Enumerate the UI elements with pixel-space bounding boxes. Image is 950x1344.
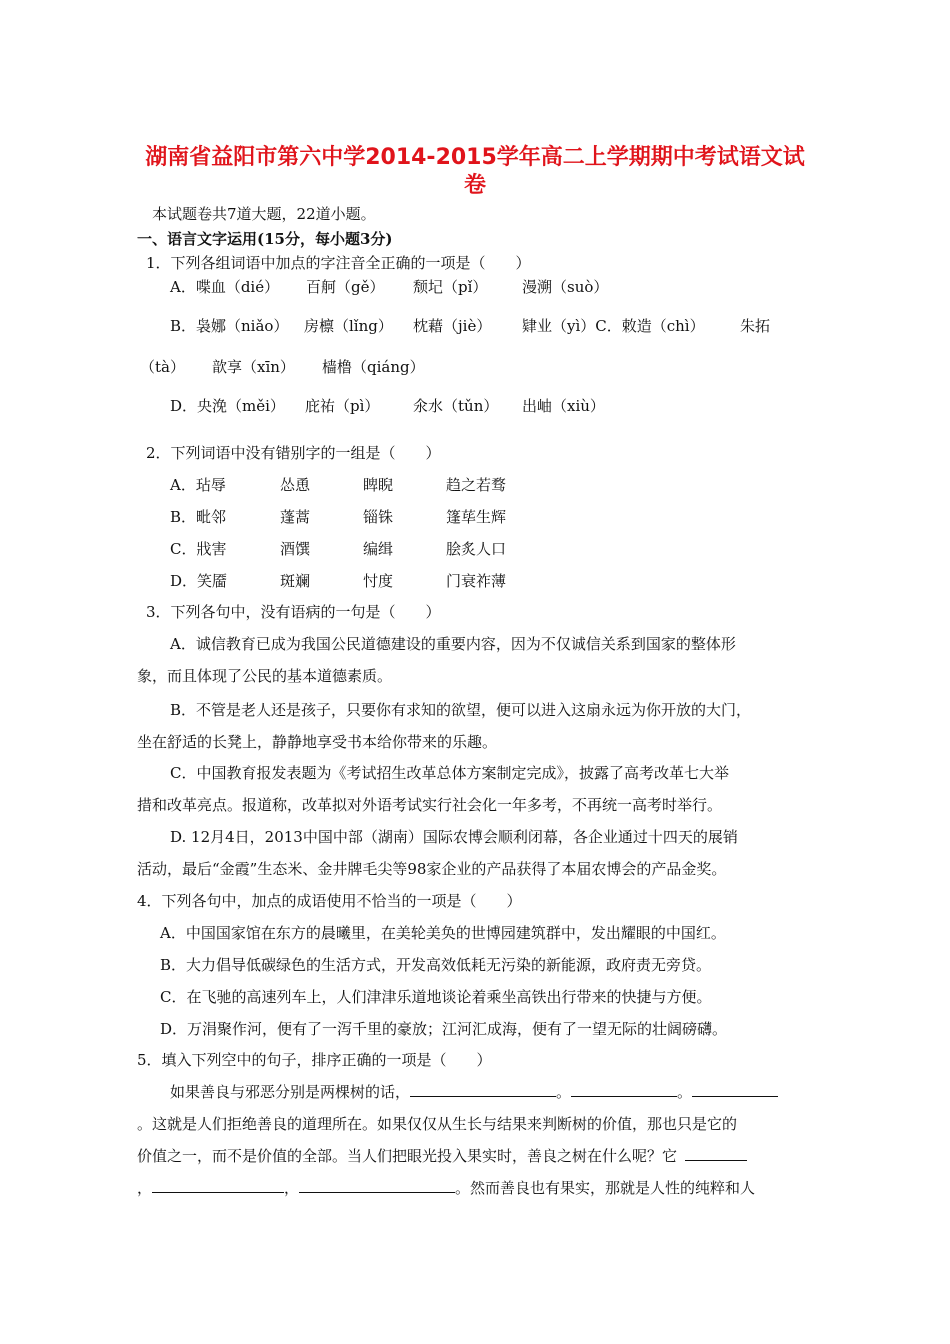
q5-passage-line3: 价值之一，而不是价值的全部。当人们把眼光投入果实时，善良之树在什么呢？它: [137, 1145, 747, 1166]
document-page: 湖南省益阳市第六中学2014-2015学年高二上学期期中考试语文试 卷 本试题卷共7道大题，22道小题。 一、语言文字运用(15分，每小题3分) 1．下列各组词语中加点的字注音全正确的一项是（ ） A．喋血（dié） 百舸（gě） 颓圮（pǐ） 漫溯（suò） B．袅娜（niǎo） 房檩（lǐng） 枕藉（jiè） 肄业（yì）C．敕造（chì） 朱拓 （tà） 歆享（xīn） 樯橹（qiáng） D．央浼（měi） 庇祐（pì） 氽水（tǔn） 出岫（xiù） 2．下列词语中没有错别字的一组是（ ） A．玷辱 怂恿 睥睨 趋之若骛 B．毗邻 蓬蒿 锱铢 篷荜生辉 C．戕害 酒馔 编缉 脍炙人口 D．笑靥 斑斓 忖度 门衰祚薄 3．下列各句中，没有语病的一句是（ ） A．诚信教育已成为我国公民道德建设的重要内容，因为不仅诚信关系到国家的整体形 象，而且体现了公民的基本道德素质。 B．不管是老人还是孩子，只要你有求知的欲望，便可以进入这扇永远为你开放的大门， 坐在舒适的长凳上，静静地享受书本给你带来的乐趣。 C．中国教育报发表题为《考试招生改革总体方案制定完成》，披露了高考改革七大举 措和改革亮点。报道称，改革拟对外语考试实行社会化一年多考，不再统一高考时举行。 D. 12月4日，2013中国中部（湖南）国际农博会顺利闭幕，各企业通过十四天的展销 活动，最后“金霞”生态米、金井牌毛尖等98家企业的产品获得了本届农博会的产品金奖。 4．下列各句中，加点的成语使用不恰当的一项是（ ） A．中国国家馆在东方的晨曦里，在美轮美奂的世博园建筑群中，发出耀眼的中国红。 B．大力倡导低碳绿色的生活方式，开发高效低耗无污染的新能源，政府责无旁贷。 C．在飞驰的高速列车上，人们津津乐道地谈论着乘坐高铁出行带来的快捷与方便。 D．万涓聚作河，便有了一泻千里的豪放；江河汇成海，便有了一望无际的壮阔磅礴。 5．填入下列空中的句子，排序正确的一项是（ ） 如果善良与邪恶分别是两棵树的话， 。 。 。这就是人们拒绝善良的道理所在。如果仅仅从生长与结果来判断树的价值，那也只是它的 价值之一，而不是价值的全部。当人们把眼光投入果实时，善良之树在什么呢？它 ， ， 。然而善良也有果实，那就是人性的纯粹和人: [0, 0, 950, 1344]
q3-option-b: B．不管是老人还是孩子，只要你有求知的欲望，便可以进入这扇永远为你开放的大门，: [170, 701, 752, 719]
answer-blank-1[interactable]: [410, 1082, 556, 1097]
q3-stem: 3．下列各句中，没有语病的一句是（ ）: [146, 603, 441, 621]
q3-option-c: C．中国教育报发表题为《考试招生改革总体方案制定完成》，披露了高考改革七大举: [170, 764, 729, 782]
q4-option-a: A．中国国家馆在东方的晨曦里，在美轮美奂的世博园建筑群中，发出耀眼的中国红。: [160, 924, 726, 942]
q3-option-c-cont: 措和改革亮点。报道称，改革拟对外语考试实行社会化一年多考，不再统一高考时举行。: [137, 796, 723, 814]
q2-stem: 2．下列词语中没有错别字的一组是（ ）: [146, 444, 441, 462]
q4-option-b: B．大力倡导低碳绿色的生活方式，开发高效低耗无污染的新能源，政府责无旁贷。: [160, 956, 712, 974]
intro-text: 本试题卷共7道大题，22道小题。: [152, 205, 376, 223]
q5-passage-line1: 如果善良与邪恶分别是两棵树的话， 。 。: [170, 1081, 778, 1102]
q5-stem: 5．填入下列空中的句子，排序正确的一项是（ ）: [137, 1051, 492, 1069]
q3-option-d-cont: 活动，最后“金霞”生态米、金井牌毛尖等98家企业的产品获得了本届农博会的产品金奖。: [137, 860, 727, 878]
answer-blank-3[interactable]: [692, 1082, 778, 1097]
q3-option-a: A．诚信教育已成为我国公民道德建设的重要内容，因为不仅诚信关系到国家的整体形: [170, 635, 736, 653]
answer-blank-5[interactable]: [152, 1178, 284, 1193]
document-title-line1: 湖南省益阳市第六中学2014-2015学年高二上学期期中考试语文试: [145, 145, 805, 170]
q1-stem: 1．下列各组词语中加点的字注音全正确的一项是（ ）: [146, 254, 531, 272]
document-title-line2: 卷: [463, 173, 486, 198]
q3-option-d: D. 12月4日，2013中国中部（湖南）国际农博会顺利闭幕，各企业通过十四天的展销: [170, 828, 738, 846]
q4-option-c: C．在飞驰的高速列车上，人们津津乐道地谈论着乘坐高铁出行带来的快捷与方便。: [160, 988, 712, 1006]
q3-option-a-cont: 象，而且体现了公民的基本道德素质。: [137, 667, 393, 685]
q5-passage-line4: ， ， 。然而善良也有果实，那就是人性的纯粹和人: [137, 1179, 756, 1197]
answer-blank-4[interactable]: [685, 1146, 747, 1161]
answer-blank-2[interactable]: [571, 1082, 677, 1097]
q3-option-b-cont: 坐在舒适的长凳上，静静地享受书本给你带来的乐趣。: [137, 733, 498, 751]
q4-option-d: D．万涓聚作河，便有了一泻千里的豪放；江河汇成海，便有了一望无际的壮阔磅礴。: [160, 1020, 728, 1038]
answer-blank-6[interactable]: [299, 1178, 455, 1193]
q5-passage-line2: 。这就是人们拒绝善良的道理所在。如果仅仅从生长与结果来判断树的价值，那也只是它的: [137, 1115, 738, 1133]
section-heading: 一、语言文字运用(15分，每小题3分): [137, 230, 393, 248]
q4-stem: 4．下列各句中，加点的成语使用不恰当的一项是（ ）: [137, 892, 522, 910]
